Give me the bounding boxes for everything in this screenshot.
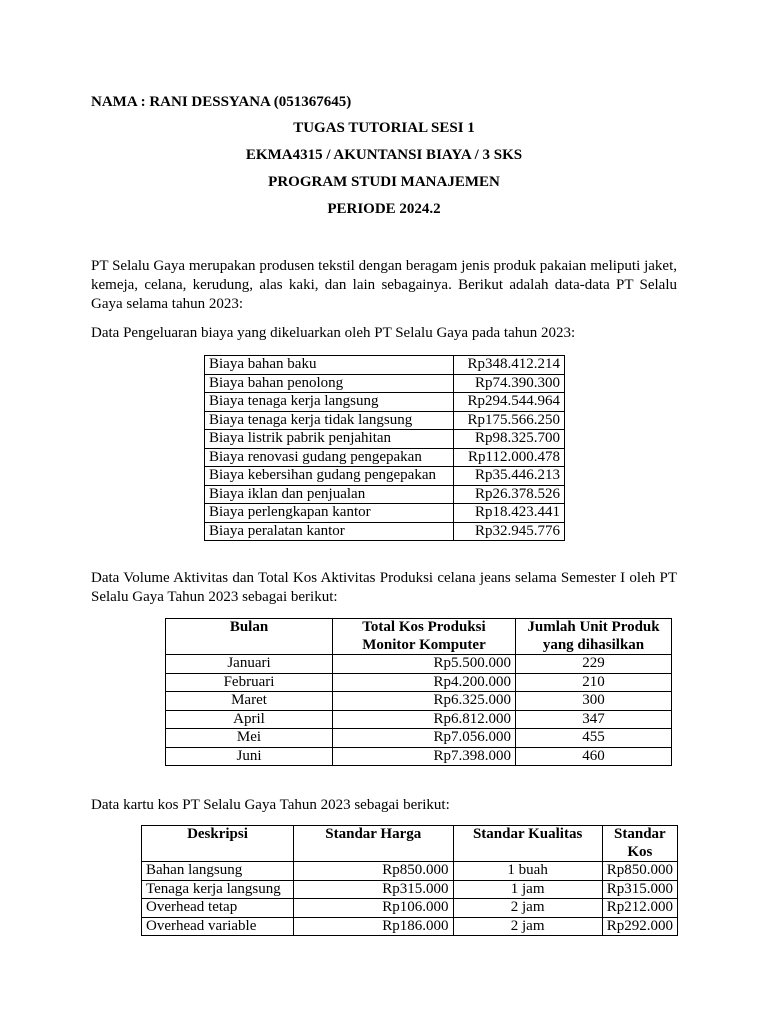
expense-label: Biaya listrik pabrik penjahitan bbox=[205, 430, 454, 449]
expense-amount: Rp294.544.964 bbox=[454, 393, 565, 412]
unit-count-cell: 229 bbox=[516, 655, 672, 674]
table-row bbox=[205, 485, 565, 504]
col-header-deskripsi: Deskripsi bbox=[142, 826, 294, 862]
expense-label: Biaya kebersihan gudang pengepakan bbox=[205, 467, 454, 486]
title-period: PERIODE 2024.2 bbox=[327, 201, 441, 217]
standard-price-cell: Rp315.000 bbox=[293, 880, 453, 899]
expense-amount: Rp35.446.213 bbox=[454, 467, 565, 486]
col-header-jumlah-unit bbox=[516, 619, 672, 655]
month-cell: Maret bbox=[166, 692, 333, 711]
standard-cost-cell: Rp292.000 bbox=[602, 917, 677, 936]
expense-amount: Rp74.390.300 bbox=[454, 374, 565, 393]
table-row bbox=[205, 467, 565, 486]
unit-count-cell: 347 bbox=[516, 710, 672, 729]
unit-count-cell: 300 bbox=[516, 692, 672, 711]
standard-price-cell: Rp106.000 bbox=[293, 899, 453, 918]
cost-card-table bbox=[141, 825, 678, 936]
title-course: EKMA4315 / AKUNTANSI BIAYA / 3 SKS bbox=[245, 147, 523, 163]
month-cell: April bbox=[166, 710, 333, 729]
expense-label: Biaya iklan dan penjualan bbox=[205, 485, 454, 504]
description-cell: Tenaga kerja langsung bbox=[142, 880, 294, 899]
table-row bbox=[142, 862, 678, 881]
table-row bbox=[166, 747, 672, 766]
intro-paragraph: PT Selalu Gaya merupakan produsen tekstil dengan beragam jenis produk pakaian meliputi jaket, kemeja, celana, kerudung, alas kaki, dan lain sebagainya. Berikut adalah data-data PT Selalu Gaya selama tahun 2023: bbox=[91, 258, 677, 312]
description-cell: Bahan langsung bbox=[142, 862, 294, 881]
col-header-jumlah-unit-line2: yang dihasilkan bbox=[542, 636, 645, 653]
expense-amount: Rp175.566.250 bbox=[454, 411, 565, 430]
total-cost-cell: Rp5.500.000 bbox=[333, 655, 516, 674]
col-header-total-kos bbox=[333, 619, 516, 655]
table-header-row bbox=[166, 619, 672, 655]
activity-table-caption: Data Volume Aktivitas dan Total Kos Aktivitas Produksi celana jeans selama Semester I oleh PT Selalu Gaya Tahun 2023 sebagai berikut: bbox=[91, 570, 677, 605]
expense-amount: Rp98.325.700 bbox=[454, 430, 565, 449]
standard-price-cell: Rp186.000 bbox=[293, 917, 453, 936]
expense-amount: Rp348.412.214 bbox=[454, 356, 565, 375]
student-name: NAMA : RANI DESSYANA (051367645) bbox=[91, 94, 352, 110]
table-row bbox=[205, 356, 565, 375]
unit-count-cell: 455 bbox=[516, 729, 672, 748]
col-header-standar-kualitas: Standar Kualitas bbox=[453, 826, 602, 862]
title-assignment: TUGAS TUTORIAL SESI 1 bbox=[293, 120, 475, 136]
expense-amount: Rp26.378.526 bbox=[454, 485, 565, 504]
total-cost-cell: Rp7.398.000 bbox=[333, 747, 516, 766]
col-header-total-kos-line1: Total Kos Produksi bbox=[362, 619, 486, 635]
expense-label: Biaya bahan penolong bbox=[205, 374, 454, 393]
description-cell: Overhead variable bbox=[142, 917, 294, 936]
table-row bbox=[166, 692, 672, 711]
table-row bbox=[166, 655, 672, 674]
table-row bbox=[205, 374, 565, 393]
table-row bbox=[166, 710, 672, 729]
standard-quantity-cell: 2 jam bbox=[453, 899, 602, 918]
standard-price-cell: Rp850.000 bbox=[293, 862, 453, 881]
standard-quantity-cell: 2 jam bbox=[453, 917, 602, 936]
unit-count-cell: 460 bbox=[516, 747, 672, 766]
table-row bbox=[205, 411, 565, 430]
total-cost-cell: Rp7.056.000 bbox=[333, 729, 516, 748]
col-header-jumlah-unit-line1: Jumlah Unit Produk bbox=[527, 619, 660, 635]
expense-amount: Rp32.945.776 bbox=[454, 522, 565, 541]
expense-amount: Rp18.423.441 bbox=[454, 504, 565, 523]
month-cell: Februari bbox=[166, 673, 333, 692]
table-row bbox=[205, 504, 565, 523]
standard-cost-cell: Rp850.000 bbox=[602, 862, 677, 881]
table-row bbox=[142, 899, 678, 918]
col-header-standar-harga: Standar Harga bbox=[293, 826, 453, 862]
month-cell: Mei bbox=[166, 729, 333, 748]
title-program: PROGRAM STUDI MANAJEMEN bbox=[268, 174, 500, 190]
description-cell: Overhead tetap bbox=[142, 899, 294, 918]
table-row bbox=[205, 522, 565, 541]
expense-amount: Rp112.000.478 bbox=[454, 448, 565, 467]
total-cost-cell: Rp6.812.000 bbox=[333, 710, 516, 729]
expense-label: Biaya peralatan kantor bbox=[205, 522, 454, 541]
col-header-bulan: Bulan bbox=[166, 619, 333, 655]
cost-table-caption: Data Pengeluaran biaya yang dikeluarkan oleh PT Selalu Gaya pada tahun 2023: bbox=[91, 325, 576, 341]
unit-count-cell: 210 bbox=[516, 673, 672, 692]
table-row bbox=[142, 917, 678, 936]
month-cell: Januari bbox=[166, 655, 333, 674]
activity-cost-table bbox=[165, 618, 672, 766]
month-cell: Juni bbox=[166, 747, 333, 766]
table-row bbox=[142, 880, 678, 899]
standard-quantity-cell: 1 jam bbox=[453, 880, 602, 899]
cost-expense-table bbox=[204, 355, 565, 541]
expense-label: Biaya renovasi gudang pengepakan bbox=[205, 448, 454, 467]
table-row bbox=[205, 393, 565, 412]
table-row bbox=[205, 430, 565, 449]
expense-label: Biaya tenaga kerja langsung bbox=[205, 393, 454, 412]
expense-label: Biaya tenaga kerja tidak langsung bbox=[205, 411, 454, 430]
table-header-row bbox=[142, 826, 678, 862]
total-cost-cell: Rp4.200.000 bbox=[333, 673, 516, 692]
cost-card-caption: Data kartu kos PT Selalu Gaya Tahun 2023 sebagai berikut: bbox=[91, 797, 450, 813]
expense-label: Biaya perlengkapan kantor bbox=[205, 504, 454, 523]
table-row bbox=[166, 673, 672, 692]
standard-quantity-cell: 1 buah bbox=[453, 862, 602, 881]
table-row bbox=[205, 448, 565, 467]
col-header-total-kos-line2: Monitor Komputer bbox=[362, 636, 486, 653]
table-row bbox=[166, 729, 672, 748]
standard-cost-cell: Rp315.000 bbox=[602, 880, 677, 899]
standard-cost-cell: Rp212.000 bbox=[602, 899, 677, 918]
expense-label: Biaya bahan baku bbox=[205, 356, 454, 375]
total-cost-cell: Rp6.325.000 bbox=[333, 692, 516, 711]
col-header-standar-kos: Standar Kos bbox=[602, 826, 677, 862]
